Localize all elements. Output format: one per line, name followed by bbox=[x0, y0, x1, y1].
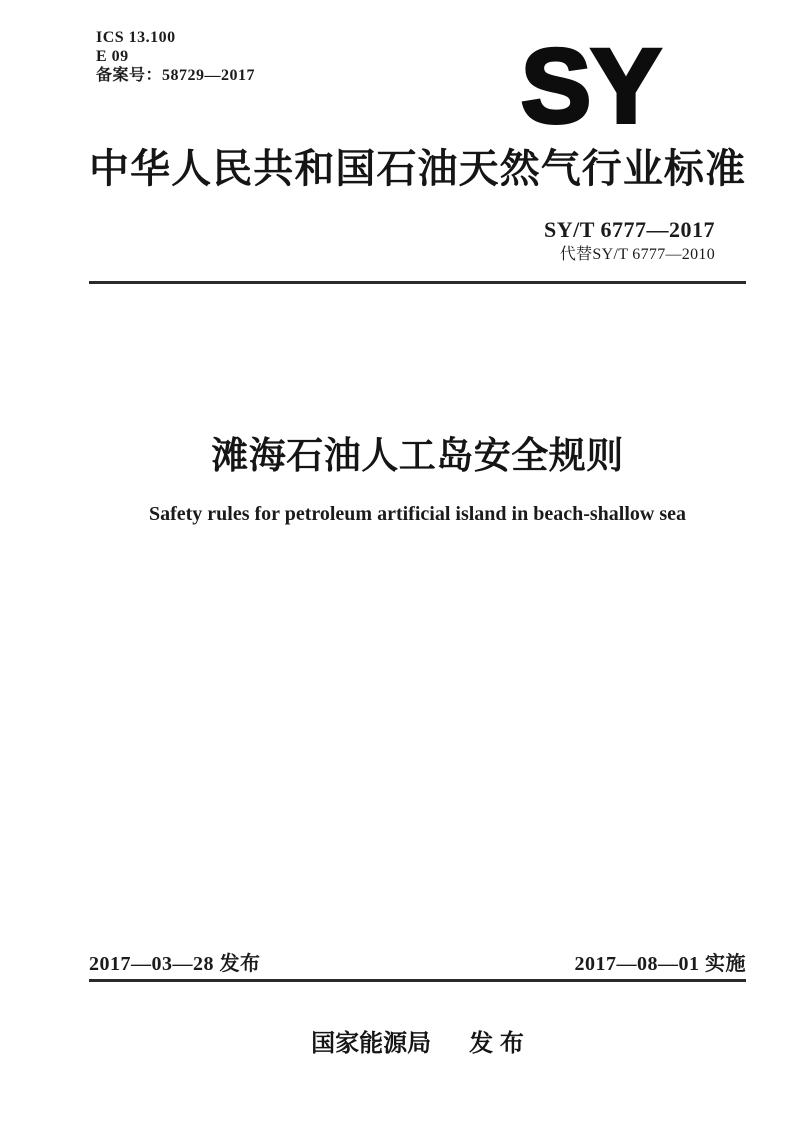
record-number: 备案号：58729—2017 bbox=[96, 67, 256, 84]
document-title-en: Safety rules for petroleum artificial island in beach-shallow sea bbox=[148, 503, 686, 525]
ics-code: ICS 13.100 bbox=[96, 29, 176, 46]
implementation-date: 2017—08—01 实施 bbox=[574, 953, 746, 975]
standard-body-heading: 中华人民共和国石油天然气行业标准 bbox=[89, 147, 745, 191]
bottom-rule-divider bbox=[89, 979, 746, 982]
publisher-action: 发 布 bbox=[469, 1030, 524, 1057]
publisher-name: 国家能源局 bbox=[311, 1030, 432, 1057]
document-class-code: E 09 bbox=[96, 48, 129, 65]
issue-date: 2017—03—28 发布 bbox=[89, 953, 261, 975]
publisher-row bbox=[89, 1030, 746, 1058]
sy-logo: SY bbox=[521, 28, 662, 145]
standard-number-block bbox=[544, 217, 715, 267]
dates-row bbox=[89, 952, 746, 976]
replaced-standard-number: 代替SY/T 6777—2010 bbox=[559, 246, 715, 263]
standard-number: SY/T 6777—2017 bbox=[543, 217, 715, 242]
document-title-zh: 滩海石油人工岛安全规则 bbox=[211, 435, 624, 476]
meta-block bbox=[96, 28, 255, 85]
top-rule-divider bbox=[89, 281, 746, 284]
